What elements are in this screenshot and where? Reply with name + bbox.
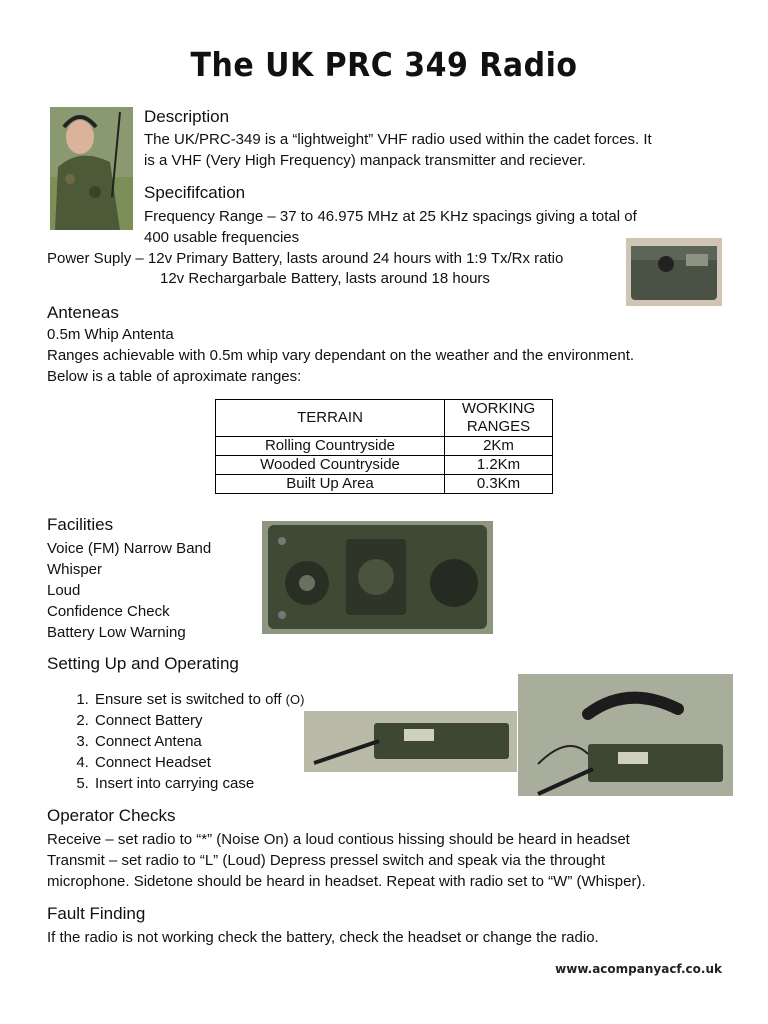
footer-url[interactable]: www.acompanyacf.co.uk	[555, 962, 722, 976]
list-item: 2. Connect Battery	[93, 710, 347, 731]
table-row	[216, 475, 553, 494]
description-heading: Description	[144, 107, 230, 126]
setup-steps	[47, 689, 347, 794]
facility-item: Battery Low Warning	[47, 624, 186, 641]
terrain-cell: Rolling Countryside	[216, 437, 445, 456]
power-supply-line-2: 12v Rechargarbale Battery, lasts around 18 hours	[160, 270, 490, 287]
working-header-line: WORKING	[461, 400, 536, 417]
terrain-header: TERRAIN	[216, 400, 445, 437]
range-cell: 2Km	[445, 437, 553, 456]
control-panel-photo	[262, 521, 493, 634]
page-title: The UK PRC 349 Radio	[190, 46, 578, 85]
receive-check	[47, 829, 630, 850]
frequency-line-2: 400 usable frequencies	[144, 229, 300, 246]
facilities-heading: Facilities	[47, 515, 114, 534]
radio-handset-photo	[518, 674, 733, 796]
specification-heading: Specififcation	[144, 183, 246, 202]
facility-item: Voice (FM) Narrow Band	[47, 540, 212, 557]
list-item	[93, 689, 347, 710]
cadet-photo	[50, 107, 133, 230]
list-item: 5. Insert into carrying case	[93, 773, 347, 794]
transmit-text: – set radio to “L” (Loud) Depress pressel switch and speak via the throught	[104, 852, 606, 869]
table-row	[216, 437, 553, 456]
fault-finding-text: If the radio is not working check the battery, check the headset or change the radio.	[47, 929, 599, 946]
list-item: 3. Connect Antena	[93, 731, 347, 752]
description-line-1: The UK/PRC-349 is a “lightweight” VHF radio used within the cadet forces. It	[144, 131, 652, 148]
terrain-cell: Wooded Countryside	[216, 456, 445, 475]
facility-item: Confidence Check	[47, 603, 170, 620]
operator-checks-heading: Operator Checks	[47, 806, 176, 825]
receive-label: Receive	[47, 831, 102, 848]
antennas-heading: Anteneas	[47, 303, 119, 322]
facility-item: Whisper	[47, 561, 103, 578]
description-line-2: is a VHF (Very High Frequency) manpack transmitter and reciever.	[144, 152, 586, 169]
table-row	[216, 456, 553, 475]
setup-heading: Setting Up and Operating	[47, 654, 239, 673]
transmit-label: Transmit	[47, 852, 105, 869]
battery-photo	[626, 238, 722, 306]
list-item: 4. Connect Headset	[93, 752, 347, 773]
table-header-row	[216, 400, 553, 437]
antennas-line-2: Ranges achievable with 0.5m whip vary dependant on the weather and the environment.	[47, 347, 635, 364]
fault-finding-heading: Fault Finding	[47, 904, 146, 923]
terrain-cell: Built Up Area	[216, 475, 445, 494]
step-text: Ensure set is switched to off	[95, 691, 282, 708]
power-supply-line-1: Power Suply – 12v Primary Battery, lasts around 24 hours with 1:9 Tx/Rx ratio	[47, 250, 564, 267]
ranges-header-line: RANGES	[466, 418, 531, 435]
radio-side-photo	[304, 711, 517, 772]
facility-item: Loud	[47, 582, 81, 599]
range-cell: 0.3Km	[445, 475, 553, 494]
ranges-table	[215, 399, 553, 494]
off-note: (O)	[285, 692, 305, 707]
working-ranges-header	[445, 400, 553, 437]
transmit-line-2: microphone. Sidetone should be heard in headset. Repeat with radio set to “W” (Whisper).	[47, 873, 646, 890]
frequency-line-1: Frequency Range – 37 to 46.975 MHz at 25 KHz spacings giving a total of	[144, 208, 637, 225]
receive-text: – set radio to “*” (Noise On) a loud contious hissing should be heard in headset	[101, 831, 630, 848]
antennas-line-3: Below is a table of aproximate ranges:	[47, 368, 302, 385]
transmit-check	[47, 850, 605, 871]
range-cell: 1.2Km	[445, 456, 553, 475]
antennas-line-1: 0.5m Whip Antenta	[47, 326, 174, 343]
